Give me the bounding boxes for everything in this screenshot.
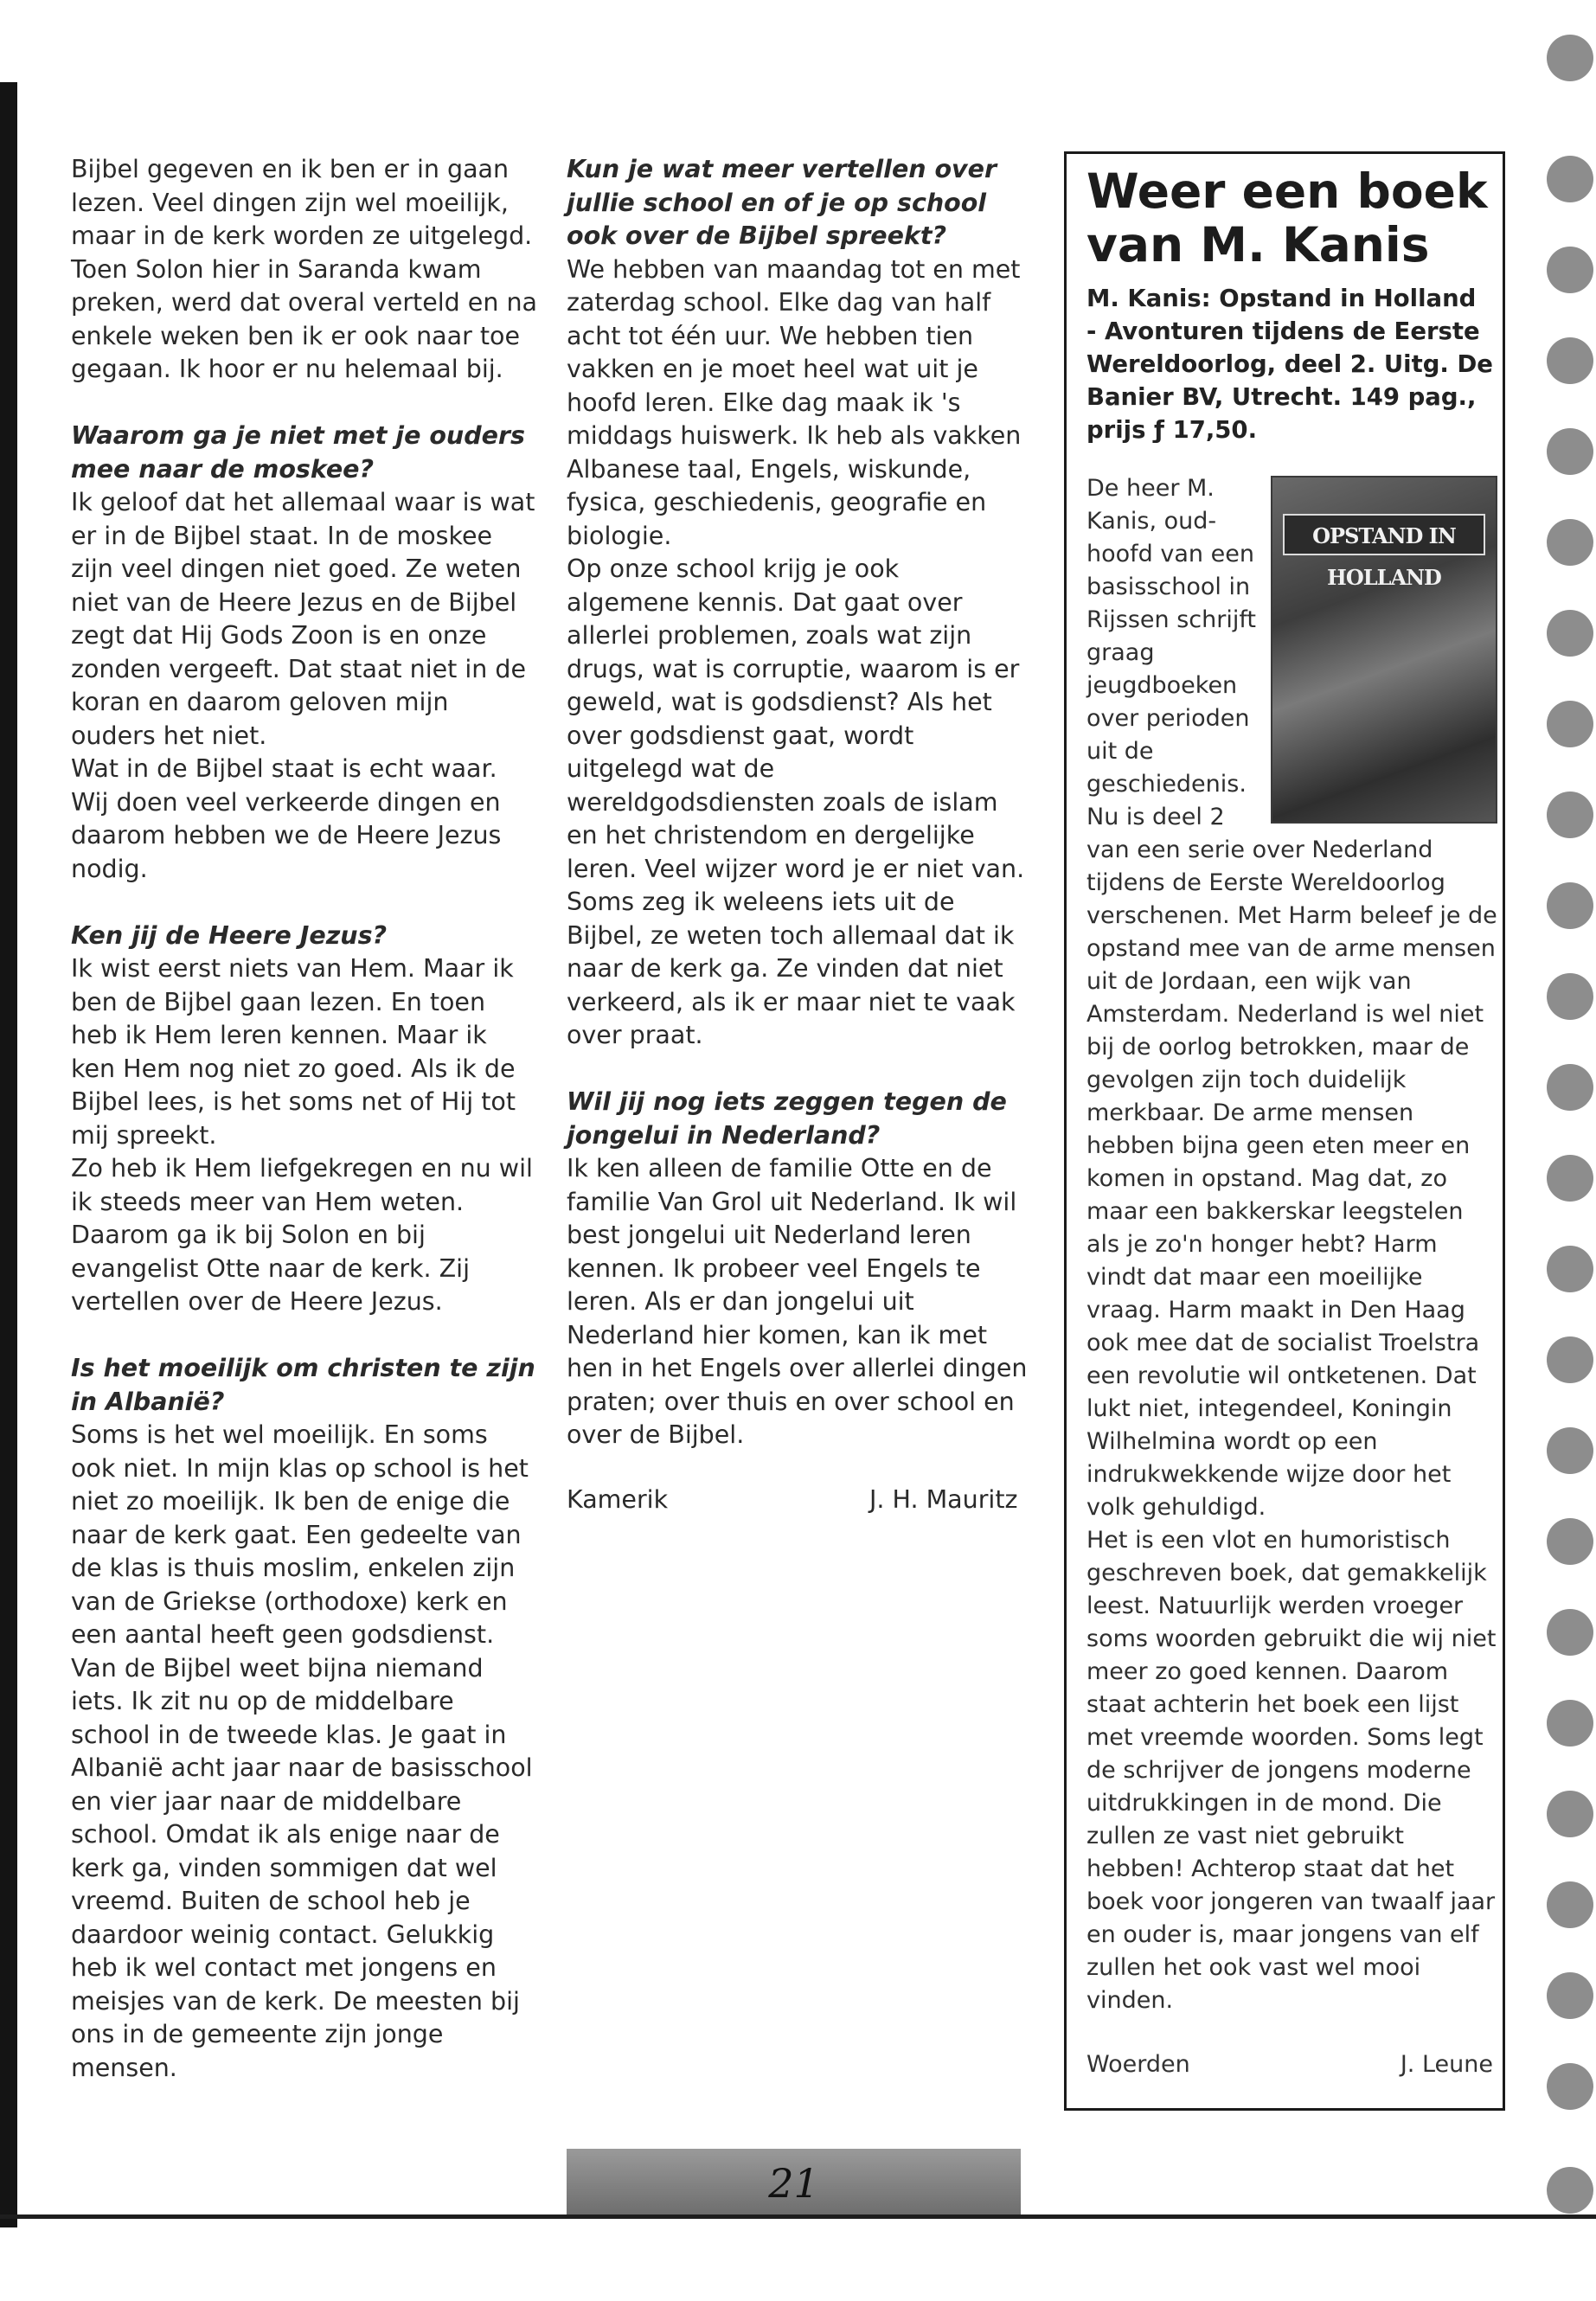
answer-text: Ik geloof dat het allemaal waar is wat er in de Bijbel staat. In de moskee zijn veel dingen niet goed. Ze weten niet van de Heere Jezus en de Bijbel zegt dat Hij Gods Zoon is en onze zonden vergeeft. Dat staat niet in de koran en daarom geloven mijn ouders het niet. [71, 488, 535, 750]
binder-hole [1547, 610, 1593, 657]
page-number: 21 [768, 2160, 819, 2207]
review-signature [1086, 2048, 1493, 2081]
question-heading: Kun je wat meer vertellen over jullie school en of je op school ook over de Bijbel spreekt? [567, 155, 997, 250]
question-heading: Is het moeilijk om christen te zijn in Albanië? [71, 1354, 535, 1416]
binder-hole [1547, 1246, 1593, 1292]
review-paragraph: De heer M. Kanis, oud-hoofd van een basisschool in Rijssen schrijft graag jeugdboeken over perioden uit de geschiedenis. Nu is deel 2 van een serie over Nederland tijdens de Eerste Wereldoorlog verschenen. Met Harm beleef je de opstand mee van de arme mensen uit de Jordaan, een wijk van Amsterdam. Nederland is wel niet bij de oorlog betrokken, maar de gevolgen zijn toch duidelijk merkbaar. De arme mensen hebben bijna geen eten meer en komen in opstand. Mag dat, zo maar een bakkerskar leegstelen als je zo'n honger hebt? Harm vindt dat maar een moeilijke vraag. Harm maakt in Den Haag ook mee dat de socialist Troelstra een revolutie wil ontketenen. Dat lukt niet, integendeel, Koningin Wilhelmina wordt op een indrukwekkende wijze door het volk gehuldigd. [1086, 475, 1497, 1521]
answer-text: Ik wist eerst niets van Hem. Maar ik ben de Bijbel gaan lezen. En toen heb ik Hem leren kennen. Maar ik ken Hem nog niet zo goed. Als ik de Bijbel lees, is het soms net of Hij tot mij spreekt. [71, 954, 516, 1150]
binder-hole [1547, 2063, 1593, 2110]
review-book-details: M. Kanis: Opstand in Holland - Avonturen tijdens de Eerste Wereldoorlog, deel 2. Uitg. De Banier BV, Utrecht. 149 pag., prijs ƒ 17,50. [1086, 285, 1493, 444]
binder-hole [1547, 156, 1593, 202]
review-title: Weer een boek van M. Kanis [1086, 163, 1488, 272]
interview-author: J. H. Mauritz [869, 1485, 1018, 1514]
binder-hole [1547, 973, 1593, 1020]
paragraph-intro: Bijbel gegeven en ik ben er in gaan lezen. Veel dingen zijn wel moeilijk, maar in de kerk worden ze uitgelegd. Toen Solon hier in Saranda kwam preken, werd dat overal verteld en na enkele weken ben ik er ook naar toe gegaan. Ik hoor er nu helemaal bij. [71, 155, 537, 383]
binder-hole [1547, 2167, 1593, 2214]
binder-hole [1547, 701, 1593, 747]
binder-hole [1547, 519, 1593, 566]
qa-block [567, 1086, 1029, 1452]
answer-text: Wat in de Bijbel staat is echt waar. Wij doen veel verkeerde dingen en daarom hebben we de Heere Jezus nodig. [71, 754, 502, 883]
scan-edge-bar [0, 82, 17, 2227]
review-author: J. Leune [1400, 2051, 1493, 2078]
review-body [1086, 472, 1497, 2017]
binder-hole [1547, 882, 1593, 929]
binder-hole [1547, 337, 1593, 384]
qa-block [71, 920, 538, 1319]
binder-hole [1547, 1609, 1593, 1656]
answer-text: Soms is het wel moeilijk. En soms ook niet. In mijn klas op school is het niet zo moeilijk. Ik ben de enige die naar de kerk gaat. Een gedeelte van de klas is thuis moslim, enkelen zijn van de Griekse (orthodoxe) kerk en een aantal heeft geen godsdienst. Van de Bijbel weet bijna niemand iets. Ik zit nu op de middelbare school in de tweede klas. Je gaat in Albanië acht jaar naar de basisschool en vier jaar naar de middelbare school. Omdat ik als enige naar de kerk ga, vinden sommigen dat wel vreemd. Buiten de school heb je daardoor weinig contact. Gelukkig heb ik wel contact met jongens en meisjes van de kerk. De meesten bij ons in de gemeente zijn jonge mensen. [71, 1420, 533, 2082]
answer-text: Ik ken alleen de familie Otte en de familie Van Grol uit Nederland. Ik wil best jongelui uit Nederland leren kennen. Ik probeer veel Engels te leren. Als er dan jongelui uit Nederland hier komen, kan ik met hen in het Engels over allerlei dingen praten; over thuis en over school en over de Bijbel. [567, 1154, 1028, 1449]
binder-hole [1547, 1791, 1593, 1837]
binder-holes [1547, 0, 1596, 2301]
binder-hole [1547, 1064, 1593, 1111]
question-heading: Ken jij de Heere Jezus? [71, 920, 388, 950]
binder-hole [1547, 1427, 1593, 1474]
answer-text: We hebben van maandag tot en met zaterdag school. Elke dag van half acht tot één uur. We hebben tien vakken en je moet heel wat uit je hoofd leren. Elke dag maak ik 's middags huiswerk. Ik heb als vakken Albanese taal, Engels, wiskunde, fysica, geschiedenis, geografie en biologie. [567, 254, 1022, 550]
book-review-box [1064, 151, 1505, 2111]
interview-column-2 [567, 153, 1029, 1485]
book-cover-image [1271, 476, 1497, 824]
page-number-band [567, 2149, 1021, 2214]
interview-place: Kamerik [567, 1485, 669, 1514]
binder-hole [1547, 1518, 1593, 1565]
binder-hole [1547, 1336, 1593, 1383]
binder-hole [1547, 1155, 1593, 1202]
review-paragraph: Het is een vlot en humoristisch geschreven boek, dat gemakkelijk leest. Natuurlijk werden vroeger soms woorden gebruikt die wij niet meer zo goed kennen. Daarom staat achterin het boek een lijst met vreemde woorden. Soms legt de schrijver de jongens moderne uitdrukkingen in de mond. Die zullen ze vast niet gebruikt hebben! Achterop staat dat het boek voor jongeren van twaalf jaar en ouder is, maar jongens van elf zullen het ook vast wel mooi vinden. [1086, 1527, 1497, 2014]
binder-hole [1547, 1881, 1593, 1928]
scan-bottom-line [0, 2214, 1596, 2219]
answer-text: Zo heb ik Hem liefgekregen en nu wil ik steeds meer van Hem weten. Daarom ga ik bij Solon en bij evangelist Otte naar de kerk. Zij vertellen over de Heere Jezus. [71, 1154, 533, 1316]
binder-hole [1547, 792, 1593, 838]
binder-hole [1547, 428, 1593, 475]
question-heading: Waarom ga je niet met je ouders mee naar de moskee? [71, 421, 525, 484]
book-cover-title: OPSTAND IN HOLLAND [1283, 514, 1485, 555]
binder-hole [1547, 1972, 1593, 2019]
qa-block [567, 153, 1029, 1053]
interview-column-1 [71, 153, 538, 2118]
binder-hole [1547, 35, 1593, 81]
answer-text: Op onze school krijg je ook algemene kennis. Dat gaat over allerlei problemen, zoals wat zijn drugs, wat is corruptie, waarom is er geweld, wat is godsdienst? Als het over godsdienst gaat, wordt uitgelegd wat de wereldgodsdiensten zoals de islam en het christendom en dergelijke leren. Veel wijzer word je er niet van. Soms zeg ik weleens iets uit de Bijbel, ze weten toch allemaal dat ik naar de kerk ga. Ze vinden dat niet verkeerd, als ik er maar niet te vaak over praat. [567, 554, 1025, 1049]
qa-block [71, 420, 538, 886]
binder-hole [1547, 247, 1593, 293]
review-place: Woerden [1086, 2051, 1190, 2078]
qa-block [71, 1352, 538, 2085]
binder-hole [1547, 1700, 1593, 1747]
question-heading: Wil jij nog iets zeggen tegen de jongelui in Nederland? [567, 1087, 1007, 1150]
